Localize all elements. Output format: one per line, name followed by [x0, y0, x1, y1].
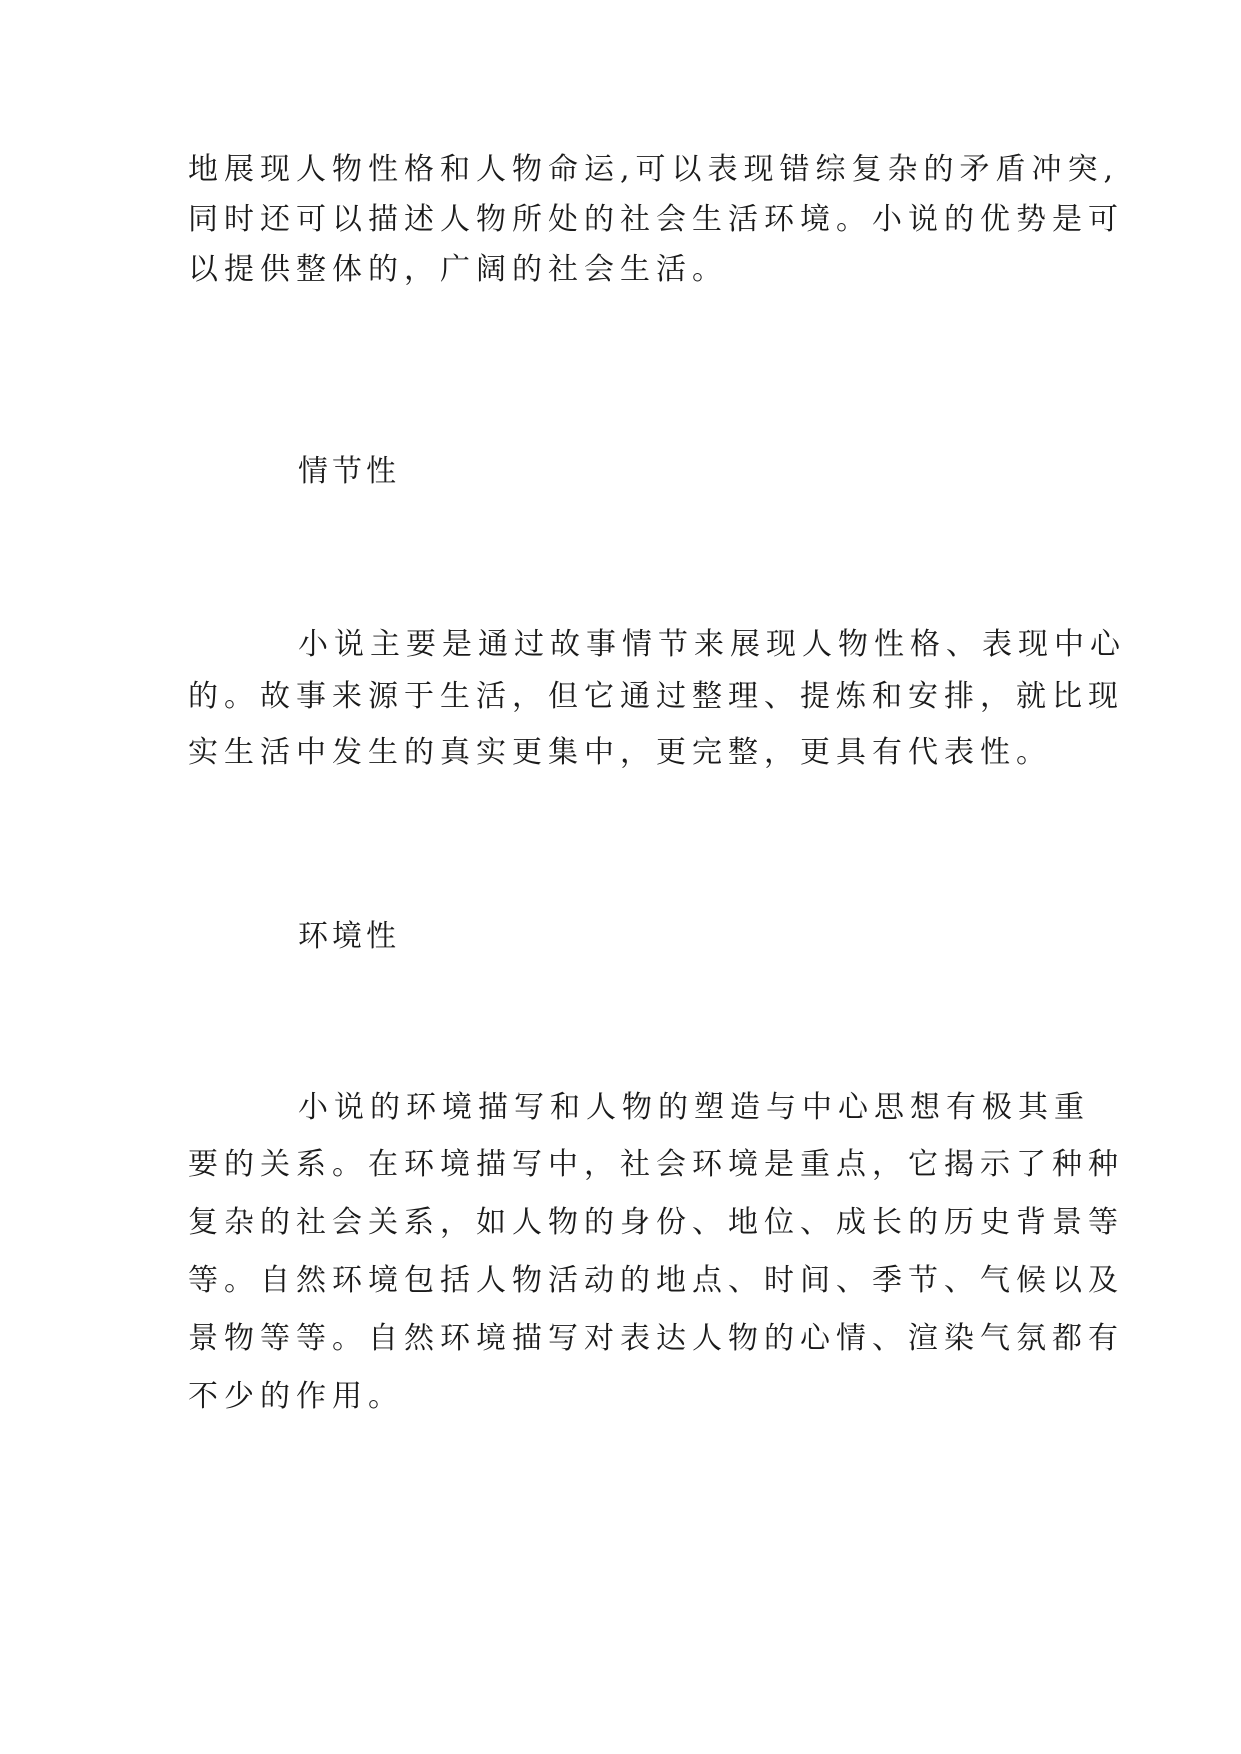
section-heading-plot: 情节性 — [298, 454, 400, 489]
section-heading-environment: 环境性 — [298, 919, 400, 954]
paragraph-2-line-2: 的。故事来源于生活，但它通过整理、提炼和安排，就比现 — [188, 679, 1124, 714]
paragraph-1-line-1: 地展现人物性格和人物命运,可以表现错综复杂的矛盾冲突, — [188, 152, 1120, 187]
paragraph-3-line-5: 景物等等。自然环境描写对表达人物的心情、渲染气氛都有 — [188, 1321, 1124, 1356]
paragraph-3-line-1: 小说的环境描写和人物的塑造与中心思想有极其重 — [298, 1090, 1090, 1125]
paragraph-2-line-3: 实生活中发生的真实更集中，更完整，更具有代表性。 — [188, 735, 1052, 770]
paragraph-3-line-3: 复杂的社会关系，如人物的身份、地位、成长的历史背景等 — [188, 1205, 1124, 1240]
paragraph-3-line-2: 要的关系。在环境描写中，社会环境是重点，它揭示了种种 — [188, 1147, 1124, 1182]
paragraph-3-line-4: 等。自然环境包括人物活动的地点、时间、季节、气候以及 — [188, 1263, 1124, 1298]
paragraph-1-line-3: 以提供整体的，广阔的社会生活。 — [188, 252, 728, 287]
paragraph-2-line-1: 小说主要是通过故事情节来展现人物性格、表现中心 — [298, 627, 1126, 662]
paragraph-3-line-6: 不少的作用。 — [188, 1379, 404, 1414]
paragraph-1-line-2: 同时还可以描述人物所处的社会生活环境。小说的优势是可 — [188, 202, 1124, 237]
